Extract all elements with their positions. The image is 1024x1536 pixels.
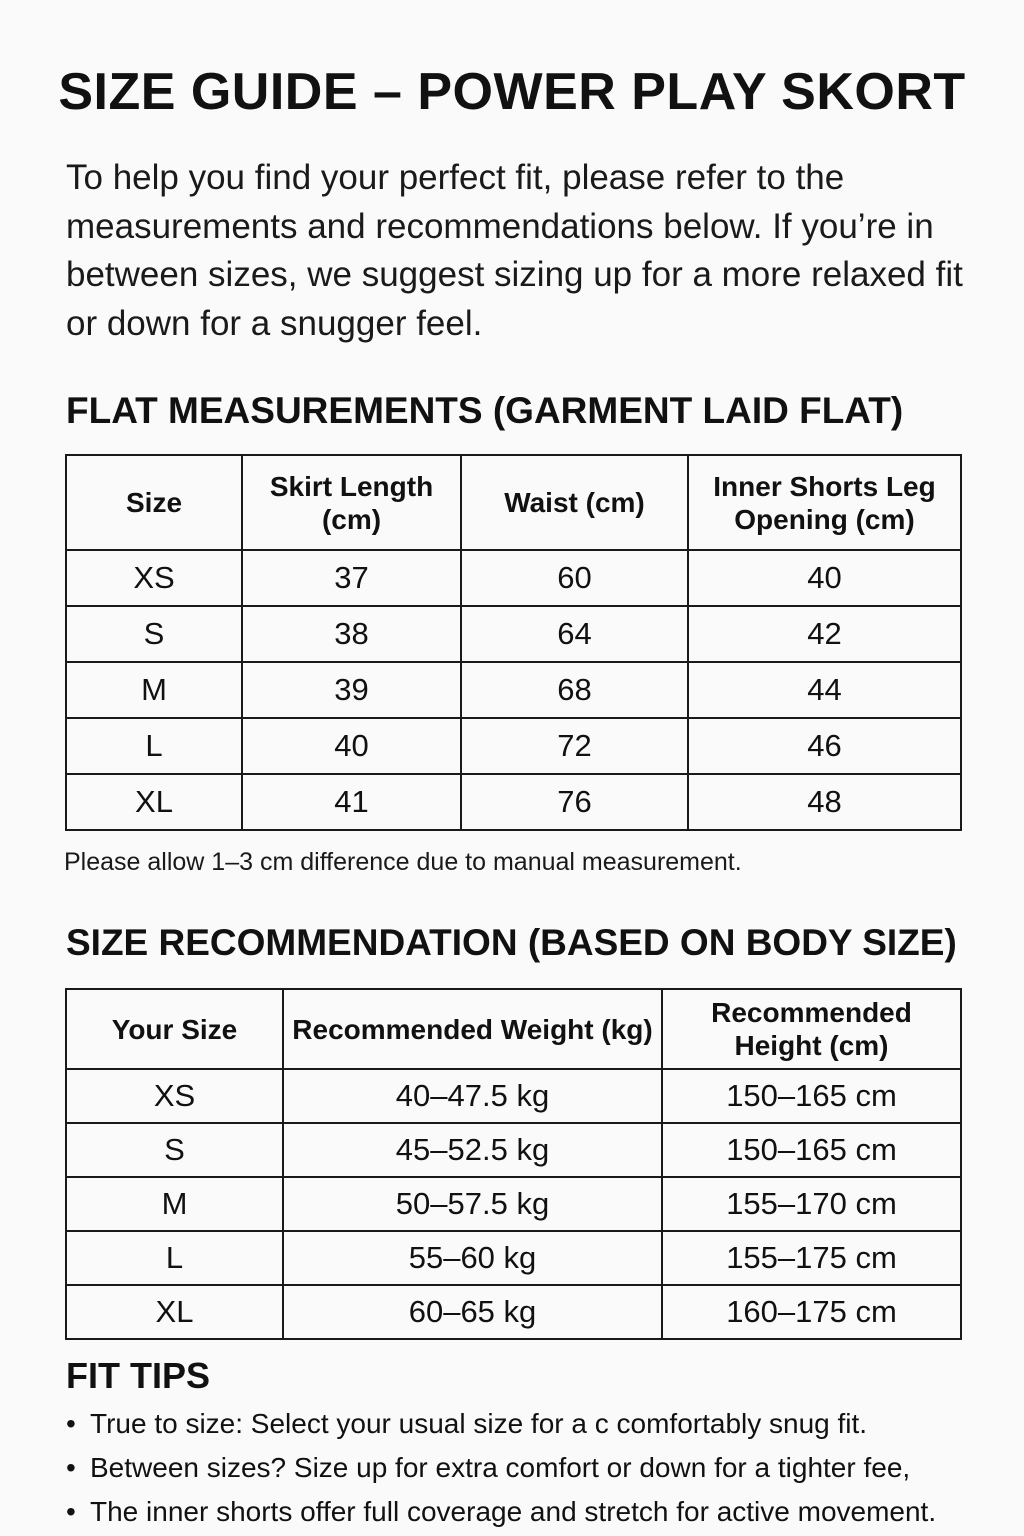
bullet-icon: •	[66, 1496, 76, 1527]
fit-tips-list	[66, 1402, 1016, 1534]
table-row	[66, 1123, 961, 1177]
table-cell: S	[66, 1123, 283, 1177]
table-row	[66, 606, 961, 662]
table-row	[66, 662, 961, 718]
column-header-weight: Recommended Weight (kg)	[283, 989, 662, 1069]
table-cell: 155–170 cm	[662, 1177, 961, 1231]
table-cell: 150–165 cm	[662, 1069, 961, 1123]
flat-measurements-heading: FLAT MEASUREMENTS (GARMENT LAID FLAT)	[66, 390, 904, 431]
measurement-note: Please allow 1–3 cm difference due to manual measurement.	[64, 848, 742, 876]
table-cell: XL	[66, 774, 242, 830]
bullet-icon: •	[66, 1452, 76, 1483]
intro-paragraph: To help you find your perfect fit, please refer to the measurements and recommendations below. If you’re in between sizes, we suggest sizing up for a more relaxed fit or down for a snugger feel.	[66, 158, 963, 343]
column-header-height: Recommended Height (cm)	[662, 989, 961, 1069]
table-cell: 160–175 cm	[662, 1285, 961, 1339]
tip-text: True to size: Select your usual size for a c comfortably snug fit.	[90, 1408, 868, 1439]
table-cell: XS	[66, 1069, 283, 1123]
size-recommendation-table	[65, 988, 962, 1340]
tip-text: Between sizes? Size up for extra comfort or down for a tighter fee,	[90, 1452, 911, 1483]
table-cell: 76	[461, 774, 688, 830]
table-cell: 41	[242, 774, 461, 830]
list-item	[66, 1402, 1016, 1446]
column-header-your-size: Your Size	[66, 989, 283, 1069]
table-cell: 39	[242, 662, 461, 718]
table-cell: M	[66, 1177, 283, 1231]
table-cell: 46	[688, 718, 961, 774]
flat-measurements-table	[65, 454, 962, 831]
bullet-icon: •	[66, 1408, 76, 1439]
table-row	[66, 550, 961, 606]
table-cell: M	[66, 662, 242, 718]
table-row	[66, 1231, 961, 1285]
table-cell: 38	[242, 606, 461, 662]
column-header-waist: Waist (cm)	[461, 455, 688, 550]
table-cell: 72	[461, 718, 688, 774]
table-cell: 60–65 kg	[283, 1285, 662, 1339]
list-item	[66, 1490, 1016, 1534]
table-cell: 50–57.5 kg	[283, 1177, 662, 1231]
page-title: SIZE GUIDE – POWER PLAY SKORT	[58, 63, 966, 121]
table-row	[66, 718, 961, 774]
table-row	[66, 774, 961, 830]
table-row	[66, 1285, 961, 1339]
table-cell: 48	[688, 774, 961, 830]
table-cell: 42	[688, 606, 961, 662]
table-cell: S	[66, 606, 242, 662]
list-item	[66, 1446, 1016, 1490]
table-cell: 37	[242, 550, 461, 606]
table-header-row	[66, 455, 961, 550]
table-cell: XS	[66, 550, 242, 606]
table-cell: 44	[688, 662, 961, 718]
table-cell: 64	[461, 606, 688, 662]
table-cell: 60	[461, 550, 688, 606]
table-cell: 40	[688, 550, 961, 606]
tip-text: The inner shorts offer full coverage and stretch for active movement.	[90, 1496, 937, 1527]
table-cell: 40–47.5 kg	[283, 1069, 662, 1123]
table-header-row	[66, 989, 961, 1069]
table-cell: L	[66, 1231, 283, 1285]
size-recommendation-heading: SIZE RECOMMENDATION (BASED ON BODY SIZE)	[66, 922, 957, 963]
table-cell: L	[66, 718, 242, 774]
table-cell: 55–60 kg	[283, 1231, 662, 1285]
fit-tips-heading: FIT TIPS	[66, 1355, 210, 1396]
table-cell: 155–175 cm	[662, 1231, 961, 1285]
table-cell: 68	[461, 662, 688, 718]
column-header-size: Size	[66, 455, 242, 550]
table-cell: 45–52.5 kg	[283, 1123, 662, 1177]
table-cell: 40	[242, 718, 461, 774]
column-header-skirt-length: Skirt Length (cm)	[242, 455, 461, 550]
table-cell: 150–165 cm	[662, 1123, 961, 1177]
table-cell: XL	[66, 1285, 283, 1339]
table-row	[66, 1177, 961, 1231]
table-row	[66, 1069, 961, 1123]
column-header-leg-opening: Inner Shorts Leg Opening (cm)	[688, 455, 961, 550]
